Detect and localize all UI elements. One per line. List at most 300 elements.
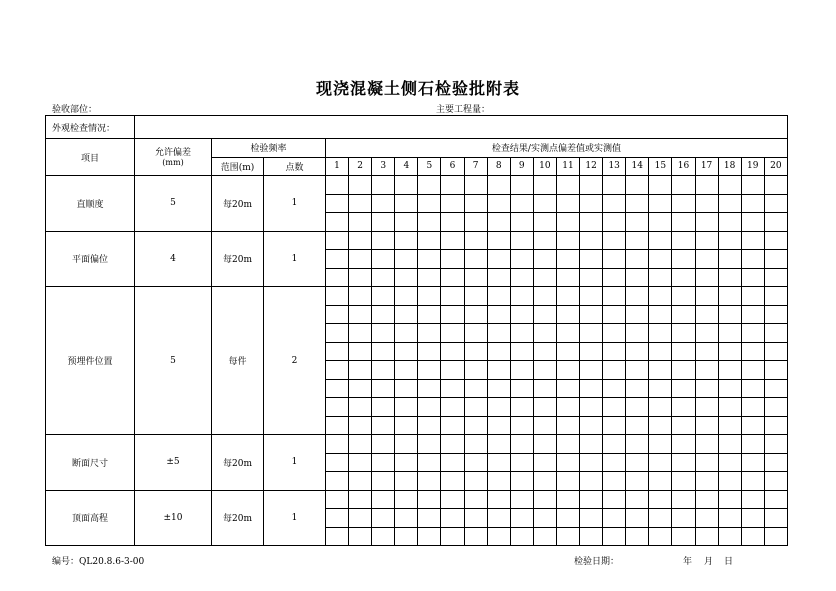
- result-cell[interactable]: [556, 398, 579, 417]
- result-cell[interactable]: [395, 379, 418, 398]
- result-cell[interactable]: [349, 176, 372, 195]
- result-cell[interactable]: [695, 213, 718, 232]
- result-cell[interactable]: [487, 435, 510, 454]
- result-cell[interactable]: [672, 213, 695, 232]
- result-cell[interactable]: [510, 250, 533, 269]
- result-cell[interactable]: [672, 305, 695, 324]
- result-cell[interactable]: [626, 509, 649, 528]
- result-cell[interactable]: [649, 194, 672, 213]
- result-cell[interactable]: [464, 231, 487, 250]
- result-cell[interactable]: [741, 398, 764, 417]
- result-cell[interactable]: [441, 398, 464, 417]
- result-cell[interactable]: [510, 231, 533, 250]
- result-cell[interactable]: [487, 416, 510, 435]
- result-cell[interactable]: [418, 268, 441, 287]
- result-cell[interactable]: [626, 398, 649, 417]
- result-cell[interactable]: [556, 287, 579, 306]
- result-cell[interactable]: [626, 342, 649, 361]
- result-cell[interactable]: [533, 453, 556, 472]
- result-cell[interactable]: [603, 213, 626, 232]
- result-cell[interactable]: [580, 472, 603, 491]
- result-cell[interactable]: [487, 398, 510, 417]
- result-cell[interactable]: [349, 490, 372, 509]
- result-cell[interactable]: [395, 472, 418, 491]
- result-cell[interactable]: [487, 490, 510, 509]
- result-cell[interactable]: [626, 361, 649, 380]
- result-cell[interactable]: [418, 213, 441, 232]
- result-cell[interactable]: [764, 361, 787, 380]
- result-cell[interactable]: [556, 490, 579, 509]
- result-cell[interactable]: [372, 361, 395, 380]
- result-cell[interactable]: [372, 453, 395, 472]
- result-cell[interactable]: [441, 509, 464, 528]
- result-cell[interactable]: [349, 453, 372, 472]
- result-cell[interactable]: [718, 176, 741, 195]
- result-cell[interactable]: [487, 250, 510, 269]
- result-cell[interactable]: [649, 305, 672, 324]
- result-cell[interactable]: [672, 416, 695, 435]
- result-cell[interactable]: [649, 176, 672, 195]
- result-cell[interactable]: [580, 231, 603, 250]
- result-cell[interactable]: [764, 305, 787, 324]
- result-cell[interactable]: [695, 435, 718, 454]
- result-cell[interactable]: [395, 213, 418, 232]
- result-cell[interactable]: [741, 268, 764, 287]
- result-cell[interactable]: [649, 287, 672, 306]
- result-cell[interactable]: [695, 472, 718, 491]
- result-cell[interactable]: [464, 305, 487, 324]
- result-cell[interactable]: [349, 250, 372, 269]
- result-cell[interactable]: [372, 194, 395, 213]
- result-cell[interactable]: [326, 398, 349, 417]
- result-cell[interactable]: [649, 324, 672, 343]
- result-cell[interactable]: [741, 472, 764, 491]
- result-cell[interactable]: [418, 342, 441, 361]
- result-cell[interactable]: [580, 250, 603, 269]
- result-cell[interactable]: [349, 379, 372, 398]
- result-cell[interactable]: [764, 416, 787, 435]
- result-cell[interactable]: [395, 398, 418, 417]
- result-cell[interactable]: [556, 453, 579, 472]
- result-cell[interactable]: [718, 194, 741, 213]
- result-cell[interactable]: [395, 342, 418, 361]
- result-cell[interactable]: [556, 213, 579, 232]
- result-cell[interactable]: [718, 416, 741, 435]
- result-cell[interactable]: [326, 268, 349, 287]
- result-cell[interactable]: [464, 213, 487, 232]
- result-cell[interactable]: [626, 194, 649, 213]
- result-cell[interactable]: [764, 268, 787, 287]
- result-cell[interactable]: [487, 305, 510, 324]
- result-cell[interactable]: [764, 342, 787, 361]
- result-cell[interactable]: [718, 361, 741, 380]
- result-cell[interactable]: [326, 416, 349, 435]
- result-cell[interactable]: [533, 268, 556, 287]
- result-cell[interactable]: [695, 287, 718, 306]
- result-cell[interactable]: [649, 435, 672, 454]
- result-cell[interactable]: [372, 213, 395, 232]
- result-cell[interactable]: [418, 361, 441, 380]
- result-cell[interactable]: [372, 472, 395, 491]
- result-cell[interactable]: [718, 287, 741, 306]
- result-cell[interactable]: [395, 305, 418, 324]
- result-cell[interactable]: [626, 213, 649, 232]
- result-cell[interactable]: [718, 268, 741, 287]
- result-cell[interactable]: [649, 361, 672, 380]
- result-cell[interactable]: [395, 287, 418, 306]
- result-cell[interactable]: [741, 490, 764, 509]
- result-cell[interactable]: [741, 435, 764, 454]
- result-cell[interactable]: [326, 231, 349, 250]
- result-cell[interactable]: [603, 305, 626, 324]
- result-cell[interactable]: [672, 435, 695, 454]
- result-cell[interactable]: [603, 287, 626, 306]
- result-cell[interactable]: [487, 176, 510, 195]
- result-cell[interactable]: [672, 176, 695, 195]
- result-cell[interactable]: [441, 453, 464, 472]
- result-cell[interactable]: [418, 435, 441, 454]
- result-cell[interactable]: [349, 416, 372, 435]
- result-cell[interactable]: [326, 527, 349, 546]
- result-cell[interactable]: [464, 342, 487, 361]
- result-cell[interactable]: [556, 435, 579, 454]
- result-cell[interactable]: [349, 268, 372, 287]
- result-cell[interactable]: [372, 416, 395, 435]
- result-cell[interactable]: [695, 342, 718, 361]
- result-cell[interactable]: [649, 527, 672, 546]
- result-cell[interactable]: [626, 453, 649, 472]
- result-cell[interactable]: [349, 398, 372, 417]
- result-cell[interactable]: [464, 435, 487, 454]
- result-cell[interactable]: [672, 509, 695, 528]
- result-cell[interactable]: [372, 490, 395, 509]
- result-cell[interactable]: [487, 213, 510, 232]
- result-cell[interactable]: [718, 324, 741, 343]
- result-cell[interactable]: [487, 231, 510, 250]
- result-cell[interactable]: [533, 416, 556, 435]
- result-cell[interactable]: [510, 268, 533, 287]
- result-cell[interactable]: [418, 287, 441, 306]
- result-cell[interactable]: [718, 305, 741, 324]
- result-cell[interactable]: [764, 453, 787, 472]
- result-cell[interactable]: [741, 324, 764, 343]
- result-cell[interactable]: [326, 176, 349, 195]
- result-cell[interactable]: [695, 379, 718, 398]
- result-cell[interactable]: [395, 250, 418, 269]
- result-cell[interactable]: [556, 268, 579, 287]
- result-cell[interactable]: [764, 250, 787, 269]
- result-cell[interactable]: [510, 490, 533, 509]
- result-cell[interactable]: [372, 509, 395, 528]
- result-cell[interactable]: [372, 435, 395, 454]
- result-cell[interactable]: [741, 287, 764, 306]
- result-cell[interactable]: [603, 509, 626, 528]
- result-cell[interactable]: [487, 342, 510, 361]
- result-cell[interactable]: [349, 324, 372, 343]
- result-cell[interactable]: [326, 287, 349, 306]
- result-cell[interactable]: [418, 490, 441, 509]
- result-cell[interactable]: [441, 435, 464, 454]
- result-cell[interactable]: [372, 231, 395, 250]
- result-cell[interactable]: [741, 416, 764, 435]
- result-cell[interactable]: [649, 268, 672, 287]
- result-cell[interactable]: [510, 213, 533, 232]
- result-cell[interactable]: [626, 490, 649, 509]
- result-cell[interactable]: [556, 176, 579, 195]
- appearance-input-cell[interactable]: [135, 116, 788, 139]
- result-cell[interactable]: [372, 176, 395, 195]
- result-cell[interactable]: [580, 324, 603, 343]
- result-cell[interactable]: [741, 509, 764, 528]
- result-cell[interactable]: [326, 453, 349, 472]
- result-cell[interactable]: [718, 453, 741, 472]
- result-cell[interactable]: [326, 435, 349, 454]
- result-cell[interactable]: [418, 379, 441, 398]
- result-cell[interactable]: [464, 287, 487, 306]
- result-cell[interactable]: [510, 509, 533, 528]
- result-cell[interactable]: [741, 453, 764, 472]
- result-cell[interactable]: [510, 287, 533, 306]
- result-cell[interactable]: [510, 176, 533, 195]
- result-cell[interactable]: [718, 379, 741, 398]
- result-cell[interactable]: [626, 176, 649, 195]
- result-cell[interactable]: [372, 287, 395, 306]
- result-cell[interactable]: [556, 305, 579, 324]
- result-cell[interactable]: [510, 379, 533, 398]
- result-cell[interactable]: [603, 194, 626, 213]
- result-cell[interactable]: [741, 231, 764, 250]
- result-cell[interactable]: [764, 176, 787, 195]
- result-cell[interactable]: [349, 509, 372, 528]
- result-cell[interactable]: [603, 176, 626, 195]
- result-cell[interactable]: [741, 176, 764, 195]
- result-cell[interactable]: [349, 361, 372, 380]
- result-cell[interactable]: [464, 250, 487, 269]
- result-cell[interactable]: [510, 361, 533, 380]
- result-cell[interactable]: [418, 472, 441, 491]
- result-cell[interactable]: [510, 527, 533, 546]
- result-cell[interactable]: [672, 490, 695, 509]
- result-cell[interactable]: [626, 231, 649, 250]
- result-cell[interactable]: [764, 231, 787, 250]
- result-cell[interactable]: [695, 231, 718, 250]
- result-cell[interactable]: [533, 250, 556, 269]
- result-cell[interactable]: [603, 416, 626, 435]
- result-cell[interactable]: [695, 527, 718, 546]
- result-cell[interactable]: [695, 453, 718, 472]
- result-cell[interactable]: [672, 324, 695, 343]
- result-cell[interactable]: [464, 453, 487, 472]
- result-cell[interactable]: [649, 342, 672, 361]
- result-cell[interactable]: [372, 268, 395, 287]
- result-cell[interactable]: [718, 231, 741, 250]
- result-cell[interactable]: [326, 213, 349, 232]
- result-cell[interactable]: [464, 527, 487, 546]
- result-cell[interactable]: [441, 231, 464, 250]
- result-cell[interactable]: [556, 324, 579, 343]
- result-cell[interactable]: [718, 509, 741, 528]
- result-cell[interactable]: [326, 305, 349, 324]
- result-cell[interactable]: [533, 435, 556, 454]
- result-cell[interactable]: [764, 490, 787, 509]
- result-cell[interactable]: [326, 194, 349, 213]
- result-cell[interactable]: [349, 231, 372, 250]
- result-cell[interactable]: [395, 361, 418, 380]
- result-cell[interactable]: [533, 324, 556, 343]
- result-cell[interactable]: [487, 379, 510, 398]
- result-cell[interactable]: [649, 250, 672, 269]
- result-cell[interactable]: [741, 342, 764, 361]
- result-cell[interactable]: [326, 324, 349, 343]
- result-cell[interactable]: [326, 342, 349, 361]
- result-cell[interactable]: [718, 342, 741, 361]
- result-cell[interactable]: [695, 176, 718, 195]
- result-cell[interactable]: [326, 250, 349, 269]
- result-cell[interactable]: [441, 527, 464, 546]
- result-cell[interactable]: [556, 379, 579, 398]
- result-cell[interactable]: [580, 268, 603, 287]
- result-cell[interactable]: [533, 194, 556, 213]
- result-cell[interactable]: [510, 342, 533, 361]
- result-cell[interactable]: [441, 268, 464, 287]
- result-cell[interactable]: [418, 194, 441, 213]
- result-cell[interactable]: [718, 527, 741, 546]
- result-cell[interactable]: [603, 472, 626, 491]
- result-cell[interactable]: [395, 416, 418, 435]
- result-cell[interactable]: [672, 527, 695, 546]
- result-cell[interactable]: [464, 176, 487, 195]
- result-cell[interactable]: [649, 398, 672, 417]
- result-cell[interactable]: [418, 509, 441, 528]
- result-cell[interactable]: [603, 527, 626, 546]
- result-cell[interactable]: [649, 213, 672, 232]
- result-cell[interactable]: [510, 194, 533, 213]
- result-cell[interactable]: [533, 398, 556, 417]
- result-cell[interactable]: [533, 361, 556, 380]
- result-cell[interactable]: [372, 305, 395, 324]
- result-cell[interactable]: [580, 398, 603, 417]
- result-cell[interactable]: [441, 176, 464, 195]
- result-cell[interactable]: [741, 379, 764, 398]
- result-cell[interactable]: [464, 509, 487, 528]
- result-cell[interactable]: [556, 342, 579, 361]
- result-cell[interactable]: [556, 250, 579, 269]
- result-cell[interactable]: [533, 176, 556, 195]
- result-cell[interactable]: [487, 361, 510, 380]
- result-cell[interactable]: [487, 194, 510, 213]
- result-cell[interactable]: [603, 250, 626, 269]
- result-cell[interactable]: [603, 324, 626, 343]
- result-cell[interactable]: [441, 416, 464, 435]
- result-cell[interactable]: [533, 527, 556, 546]
- result-cell[interactable]: [556, 416, 579, 435]
- result-cell[interactable]: [649, 231, 672, 250]
- result-cell[interactable]: [580, 490, 603, 509]
- result-cell[interactable]: [626, 287, 649, 306]
- result-cell[interactable]: [349, 472, 372, 491]
- result-cell[interactable]: [326, 472, 349, 491]
- result-cell[interactable]: [580, 509, 603, 528]
- result-cell[interactable]: [718, 472, 741, 491]
- result-cell[interactable]: [764, 194, 787, 213]
- result-cell[interactable]: [533, 213, 556, 232]
- result-cell[interactable]: [580, 194, 603, 213]
- result-cell[interactable]: [533, 490, 556, 509]
- result-cell[interactable]: [418, 453, 441, 472]
- result-cell[interactable]: [441, 361, 464, 380]
- result-cell[interactable]: [372, 324, 395, 343]
- result-cell[interactable]: [372, 250, 395, 269]
- result-cell[interactable]: [764, 435, 787, 454]
- result-cell[interactable]: [464, 268, 487, 287]
- result-cell[interactable]: [395, 324, 418, 343]
- result-cell[interactable]: [764, 324, 787, 343]
- result-cell[interactable]: [695, 305, 718, 324]
- result-cell[interactable]: [349, 435, 372, 454]
- result-cell[interactable]: [326, 509, 349, 528]
- result-cell[interactable]: [672, 361, 695, 380]
- result-cell[interactable]: [533, 472, 556, 491]
- result-cell[interactable]: [533, 231, 556, 250]
- result-cell[interactable]: [603, 490, 626, 509]
- result-cell[interactable]: [395, 527, 418, 546]
- result-cell[interactable]: [326, 361, 349, 380]
- result-cell[interactable]: [603, 342, 626, 361]
- result-cell[interactable]: [464, 416, 487, 435]
- result-cell[interactable]: [349, 342, 372, 361]
- result-cell[interactable]: [672, 194, 695, 213]
- result-cell[interactable]: [464, 194, 487, 213]
- result-cell[interactable]: [603, 379, 626, 398]
- result-cell[interactable]: [395, 490, 418, 509]
- result-cell[interactable]: [464, 361, 487, 380]
- result-cell[interactable]: [418, 176, 441, 195]
- result-cell[interactable]: [672, 268, 695, 287]
- result-cell[interactable]: [626, 324, 649, 343]
- result-cell[interactable]: [372, 398, 395, 417]
- result-cell[interactable]: [487, 527, 510, 546]
- result-cell[interactable]: [672, 472, 695, 491]
- result-cell[interactable]: [580, 176, 603, 195]
- result-cell[interactable]: [603, 398, 626, 417]
- result-cell[interactable]: [626, 416, 649, 435]
- result-cell[interactable]: [764, 472, 787, 491]
- result-cell[interactable]: [672, 453, 695, 472]
- result-cell[interactable]: [418, 231, 441, 250]
- result-cell[interactable]: [441, 305, 464, 324]
- result-cell[interactable]: [349, 194, 372, 213]
- result-cell[interactable]: [418, 250, 441, 269]
- result-cell[interactable]: [649, 416, 672, 435]
- result-cell[interactable]: [556, 472, 579, 491]
- result-cell[interactable]: [764, 213, 787, 232]
- result-cell[interactable]: [649, 509, 672, 528]
- result-cell[interactable]: [741, 213, 764, 232]
- result-cell[interactable]: [718, 490, 741, 509]
- result-cell[interactable]: [418, 305, 441, 324]
- result-cell[interactable]: [764, 287, 787, 306]
- result-cell[interactable]: [695, 490, 718, 509]
- result-cell[interactable]: [510, 435, 533, 454]
- result-cell[interactable]: [441, 490, 464, 509]
- result-cell[interactable]: [718, 435, 741, 454]
- result-cell[interactable]: [556, 527, 579, 546]
- result-cell[interactable]: [695, 324, 718, 343]
- result-cell[interactable]: [510, 324, 533, 343]
- result-cell[interactable]: [510, 416, 533, 435]
- result-cell[interactable]: [326, 490, 349, 509]
- result-cell[interactable]: [487, 287, 510, 306]
